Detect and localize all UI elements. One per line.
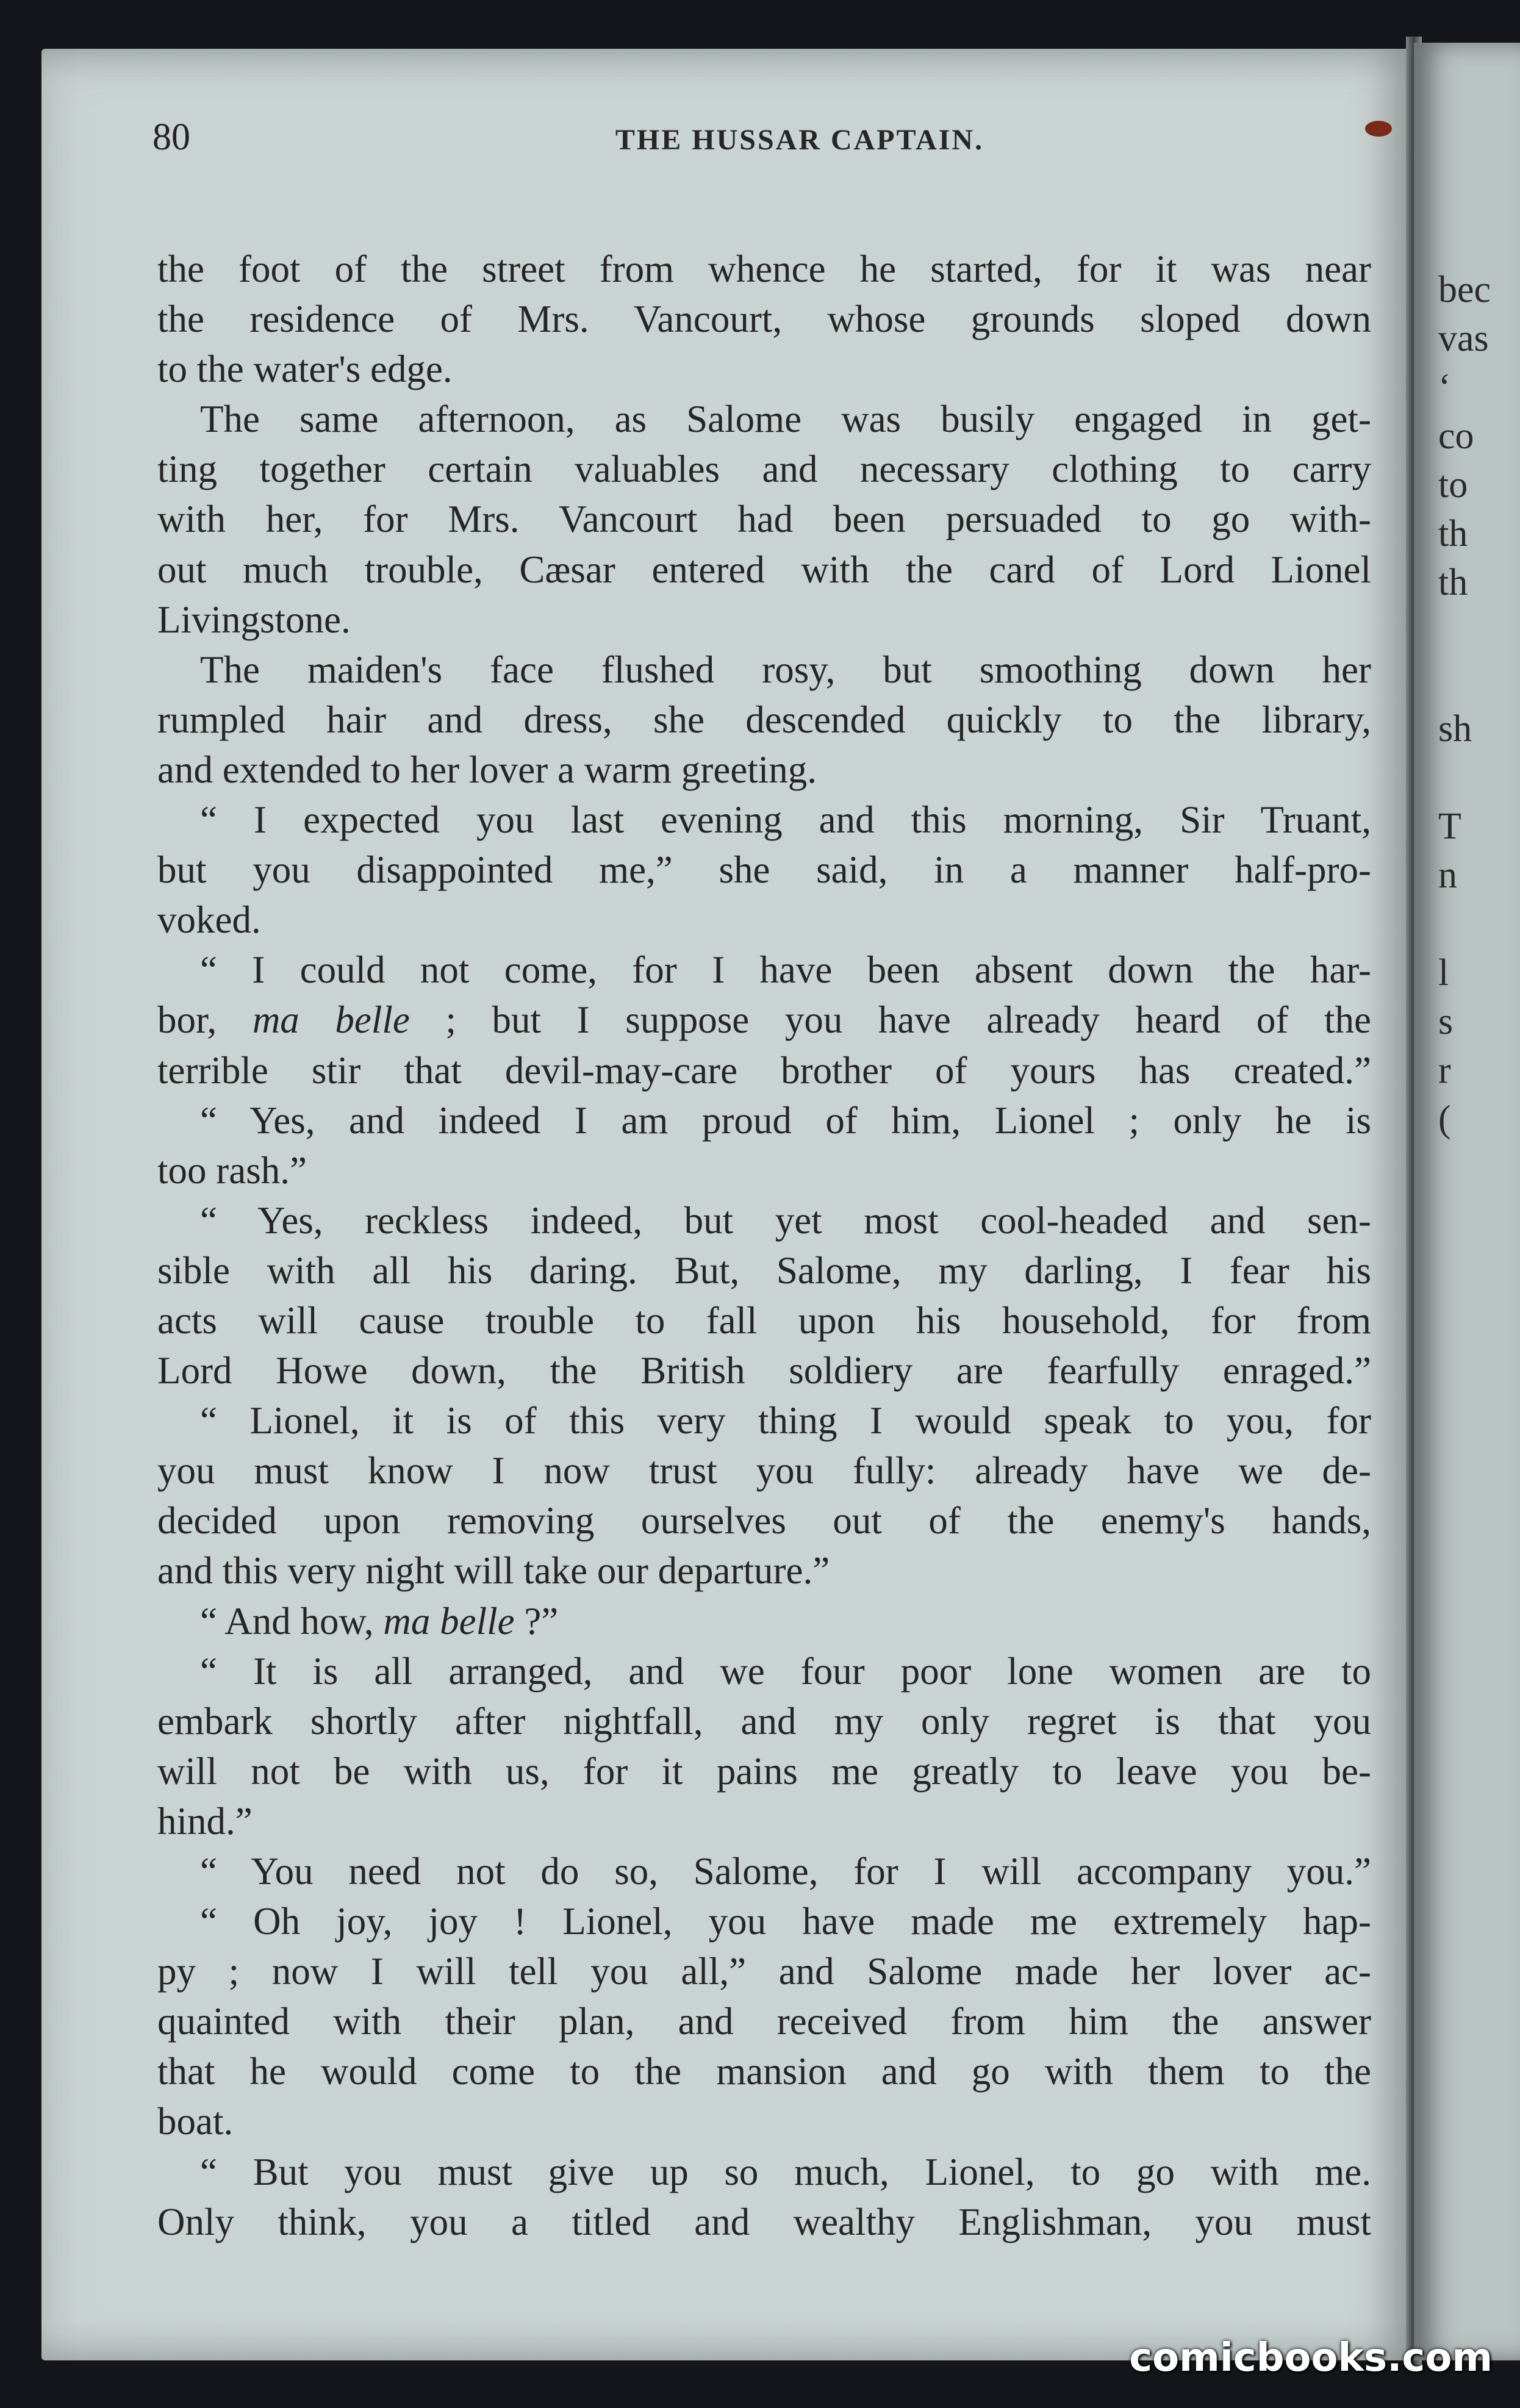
text-line: acts will cause trouble to fall upon his household, for from: [157, 1299, 1371, 1342]
book-page-right: [1414, 43, 1520, 2360]
text-line: voked.: [157, 898, 261, 942]
text-line: py ; now I will tell you all,” and Salome made her lover ac-: [157, 1950, 1371, 1993]
next-page-fragment: n: [1438, 855, 1457, 896]
text-line: Livingstone.: [157, 598, 351, 641]
next-page-fragment: s: [1438, 1001, 1454, 1042]
next-page-fragment: r: [1438, 1050, 1451, 1091]
text-line: but you disappointed me,” she said, in a manner half-pro-: [157, 848, 1371, 892]
next-page-fragment: th: [1438, 562, 1468, 603]
text-line: “ I could not come, for I have been absent down the har-: [200, 948, 1371, 992]
text-line: sible with all his daring. But, Salome, my darling, I fear his: [157, 1249, 1371, 1292]
text-line: “ Lionel, it is of this very thing I would speak to you, for: [200, 1399, 1371, 1442]
text-line: too rash.”: [157, 1148, 307, 1192]
next-page-fragment: to: [1438, 464, 1468, 506]
text-line: out much trouble, Cæsar entered with the card of Lord Lionel: [157, 548, 1371, 591]
text-line: the foot of the street from whence he started, for it was near: [157, 248, 1371, 290]
text-line: bor, ma belle ; but I suppose you have already heard of the: [157, 998, 1371, 1042]
text-line: “ I expected you last evening and this morning, Sir Truant,: [200, 798, 1371, 842]
text-line: “ Yes, and indeed I am proud of him, Lionel ; only he is: [200, 1098, 1371, 1142]
text-line: “ And how, ma belle ?”: [200, 1599, 559, 1643]
text-line: “ Oh joy, joy ! Lionel, you have made me extremely hap-: [200, 1900, 1371, 1943]
text-line: decided upon removing ourselves out of the enemy's hands,: [157, 1499, 1371, 1543]
body-text: [157, 244, 1371, 2247]
text-line: hind.”: [157, 1799, 253, 1843]
text-line: Lord Howe down, the British soldiery are fearfully enraged.”: [157, 1349, 1371, 1392]
text-line: with her, for Mrs. Vancourt had been persuaded to go with-: [157, 498, 1371, 541]
next-page-fragment: vas: [1438, 318, 1489, 359]
text-line: The same afternoon, as Salome was busily engaged in get-: [200, 398, 1371, 441]
text-line: will not be with us, for it pains me greatly to leave you be-: [157, 1749, 1371, 1793]
text-line: embark shortly after nightfall, and my only regret is that you: [157, 1699, 1371, 1743]
next-page-fragment: th: [1438, 513, 1468, 554]
text-line: ting together certain valuables and necessary clothing to carry: [157, 448, 1371, 491]
text-line: “ Yes, reckless indeed, but yet most cool-headed and sen-: [200, 1199, 1371, 1242]
italic-phrase: ma belle: [252, 998, 410, 1042]
text-line: the residence of Mrs. Vancourt, whose grounds sloped down: [157, 298, 1371, 341]
text-line: “ You need not do so, Salome, for I will accompany you.”: [200, 1850, 1371, 1893]
text-line: terrible stir that devil-may-care brother of yours has created.”: [157, 1048, 1371, 1092]
next-page-fragment: ‘: [1438, 367, 1451, 408]
next-page-fragment: T: [1438, 806, 1461, 847]
page-number: 80: [152, 116, 190, 158]
text-line: you must know I now trust you fully: already have we de-: [157, 1449, 1371, 1492]
text-line: boat.: [157, 2100, 234, 2143]
next-page-fragment: l: [1438, 952, 1449, 994]
text-line: and this very night will take our departure.”: [157, 1549, 830, 1593]
text-line: to the water's edge.: [157, 348, 453, 391]
next-page-fragment: (: [1438, 1098, 1451, 1140]
text-line: The maiden's face flushed rosy, but smoothing down her: [200, 648, 1371, 691]
text-line: “ But you must give up so much, Lionel, to go with me.: [200, 2150, 1371, 2193]
next-page-fragment: bec: [1438, 269, 1491, 310]
next-page-fragment: co: [1438, 415, 1474, 457]
site-watermark: comicbooks.com: [1129, 2335, 1493, 2381]
page-header: [152, 116, 1447, 171]
text-line: Only think, you a titled and wealthy Englishman, you must: [157, 2200, 1371, 2243]
text-line: rumpled hair and dress, she descended quickly to the library,: [157, 698, 1371, 741]
next-page-fragment: sh: [1438, 708, 1472, 750]
running-head: THE HUSSAR CAPTAIN.: [615, 124, 984, 156]
text-line: quainted with their plan, and received from him the answer: [157, 2000, 1371, 2043]
text-line: “ It is all arranged, and we four poor lone women are to: [200, 1649, 1371, 1693]
text-line: that he would come to the mansion and go with them to the: [157, 2050, 1371, 2093]
italic-phrase: ma belle: [383, 1599, 515, 1643]
text-line: and extended to her lover a warm greeting.: [157, 748, 817, 791]
